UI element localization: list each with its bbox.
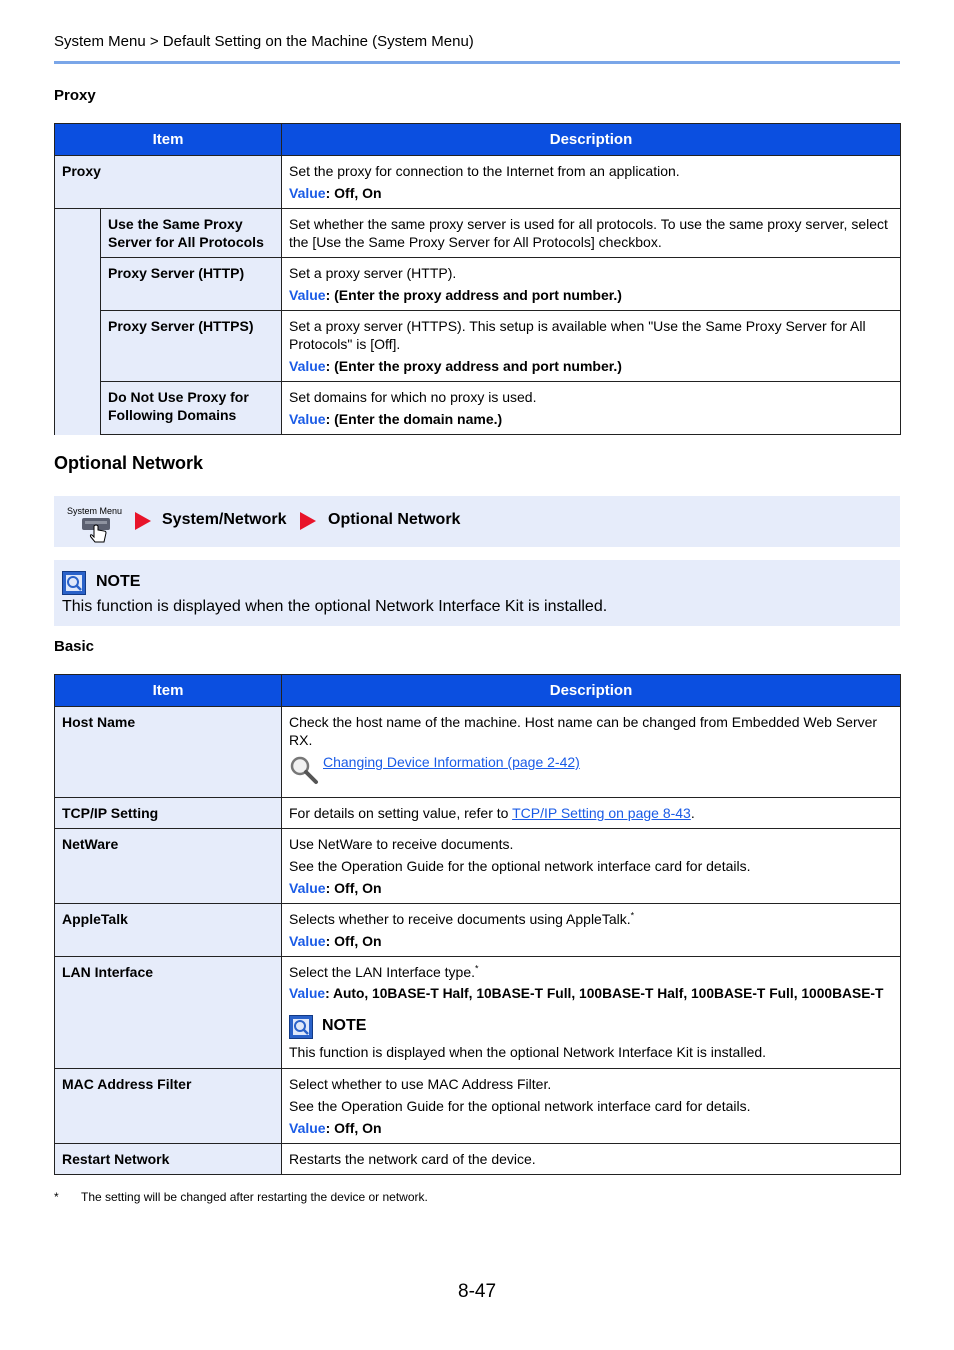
header-rule <box>54 61 900 64</box>
description-text: Select whether to use MAC Address Filter. <box>289 1076 552 1092</box>
description-text: Set the proxy for connection to the Internet from an application. <box>289 163 680 179</box>
value-label: Value <box>289 986 326 1001</box>
basic-section-title: Basic <box>54 638 95 655</box>
row-description <box>282 1069 901 1144</box>
value-label: Value <box>289 287 326 303</box>
value-label: Value <box>289 358 326 374</box>
description-text-end: . <box>690 805 695 821</box>
row-description <box>282 258 901 311</box>
row-description <box>282 957 901 1069</box>
row-description <box>282 904 901 957</box>
column-header-item: Item <box>55 124 282 156</box>
row-description <box>282 798 901 829</box>
description-text: Set domains for which no proxy is used. <box>289 389 537 405</box>
row-description <box>282 156 901 209</box>
row-description <box>282 707 901 798</box>
row-item-lan-interface: LAN Interface <box>55 957 282 1069</box>
footnote-mark: * <box>630 910 635 921</box>
menu-path-bar <box>54 496 900 547</box>
note-text: This function is displayed when the optional Network Interface Kit is installed. <box>62 598 608 615</box>
value-text: : Off, On <box>325 185 382 201</box>
row-item-tcpip-setting: TCP/IP Setting <box>55 798 282 829</box>
description-text: Selects whether to receive documents using AppleTalk. <box>289 911 631 927</box>
description-text: Check the host name of the machine. Host name can be changed from Embedded Web Server RX. <box>289 714 878 748</box>
row-item-proxy: Proxy <box>55 156 282 209</box>
value-label: Value <box>289 1120 326 1136</box>
page-number: 8-47 <box>458 1281 497 1302</box>
proxy-section-title: Proxy <box>54 87 96 104</box>
description-text: Set a proxy server (HTTPS). This setup is available when "Use the Same Proxy Server for All Protocols" is [Off]. <box>289 318 866 352</box>
row-item-restart-network: Restart Network <box>55 1144 282 1175</box>
row-item-proxy-https: Proxy Server (HTTPS) <box>101 311 282 382</box>
row-description <box>282 382 901 435</box>
description-text-2: See the Operation Guide for the optional network interface card for details. <box>289 858 751 874</box>
row-item-host-name: Host Name <box>55 707 282 798</box>
value-label: Value <box>289 933 326 949</box>
value-text: : Off, On <box>325 1120 382 1136</box>
table-row <box>55 258 901 311</box>
footnote-text: The setting will be changed after restarting the device or network. <box>81 1190 428 1204</box>
path-step-optional-network: Optional Network <box>328 511 461 528</box>
table-row <box>55 904 901 957</box>
note-box <box>54 560 900 626</box>
table-row <box>55 1144 901 1175</box>
table-header-row <box>55 675 901 707</box>
table-row <box>55 382 901 435</box>
footnote-mark: * <box>54 1190 59 1204</box>
row-description <box>282 829 901 904</box>
value-text: : (Enter the proxy address and port number.) <box>325 358 622 374</box>
row-item-proxy-http: Proxy Server (HTTP) <box>101 258 282 311</box>
description-text: For details on setting value, refer to <box>289 805 513 821</box>
table-row <box>55 311 901 382</box>
magnifier-icon <box>289 755 319 789</box>
row-item-appletalk: AppleTalk <box>55 904 282 957</box>
link-changing-device-information[interactable]: Changing Device Information (page 2-42) <box>323 754 580 770</box>
value-label: Value <box>289 185 326 201</box>
description-text: Set whether the same proxy server is used for all protocols. To use the same proxy server, select the [Use the Same Proxy Server for All Protocols] checkbox. <box>289 216 888 250</box>
table-header-row <box>55 124 901 156</box>
description-text-2: See the Operation Guide for the optional network interface card for details. <box>289 1098 751 1114</box>
basic-table <box>54 674 901 1175</box>
path-step-system-network: System/Network <box>162 511 287 528</box>
optional-network-heading: Optional Network <box>54 453 204 473</box>
description-text: Use NetWare to receive documents. <box>289 836 514 852</box>
table-row <box>55 156 901 209</box>
column-header-description: Description <box>282 675 901 707</box>
column-header-item: Item <box>55 675 282 707</box>
value-text: : (Enter the domain name.) <box>325 411 503 427</box>
row-description <box>282 1144 901 1175</box>
table-row <box>55 957 901 1069</box>
value-text: : (Enter the proxy address and port number.) <box>325 287 622 303</box>
description-text: Restarts the network card of the device. <box>289 1151 536 1167</box>
row-item-netware: NetWare <box>55 829 282 904</box>
table-row <box>55 707 901 798</box>
indent-cell <box>55 209 101 435</box>
note-title: NOTE <box>322 1017 367 1034</box>
note-icon <box>62 571 86 600</box>
footnote-mark: * <box>475 963 479 974</box>
column-header-description: Description <box>282 124 901 156</box>
row-item-same-proxy: Use the Same Proxy Server for All Protocols <box>101 209 282 258</box>
proxy-table <box>54 123 901 435</box>
value-label: Value <box>289 411 326 427</box>
system-menu-key-icon <box>82 518 112 549</box>
value-text: : Off, On <box>325 933 382 949</box>
path-arrow-icon <box>135 512 151 530</box>
table-row <box>55 209 901 258</box>
value-text: : Off, On <box>325 880 382 896</box>
note-icon <box>289 1015 313 1043</box>
link-tcpip-setting[interactable]: TCP/IP Setting on page 8-43 <box>512 805 691 821</box>
breadcrumb: System Menu > Default Setting on the Machine (System Menu) <box>54 33 474 50</box>
description-text: Set a proxy server (HTTP). <box>289 265 457 281</box>
row-item-no-proxy-domains: Do Not Use Proxy for Following Domains <box>101 382 282 435</box>
note-text: This function is displayed when the optional Network Interface Kit is installed. <box>289 1044 767 1060</box>
row-description <box>282 311 901 382</box>
description-text: Select the LAN Interface type. <box>289 964 475 980</box>
path-arrow-icon <box>300 512 316 530</box>
value-label: Value <box>289 880 326 896</box>
table-row <box>55 1069 901 1144</box>
table-row <box>55 798 901 829</box>
table-row <box>55 829 901 904</box>
system-menu-label: System Menu <box>67 506 123 516</box>
row-item-mac-address-filter: MAC Address Filter <box>55 1069 282 1144</box>
row-description <box>282 209 901 258</box>
value-text: : Auto, 10BASE-T Half, 10BASE-T Full, 100BASE-T Half, 100BASE-T Full, 1000BASE-T <box>325 986 884 1001</box>
note-title: NOTE <box>96 573 141 590</box>
